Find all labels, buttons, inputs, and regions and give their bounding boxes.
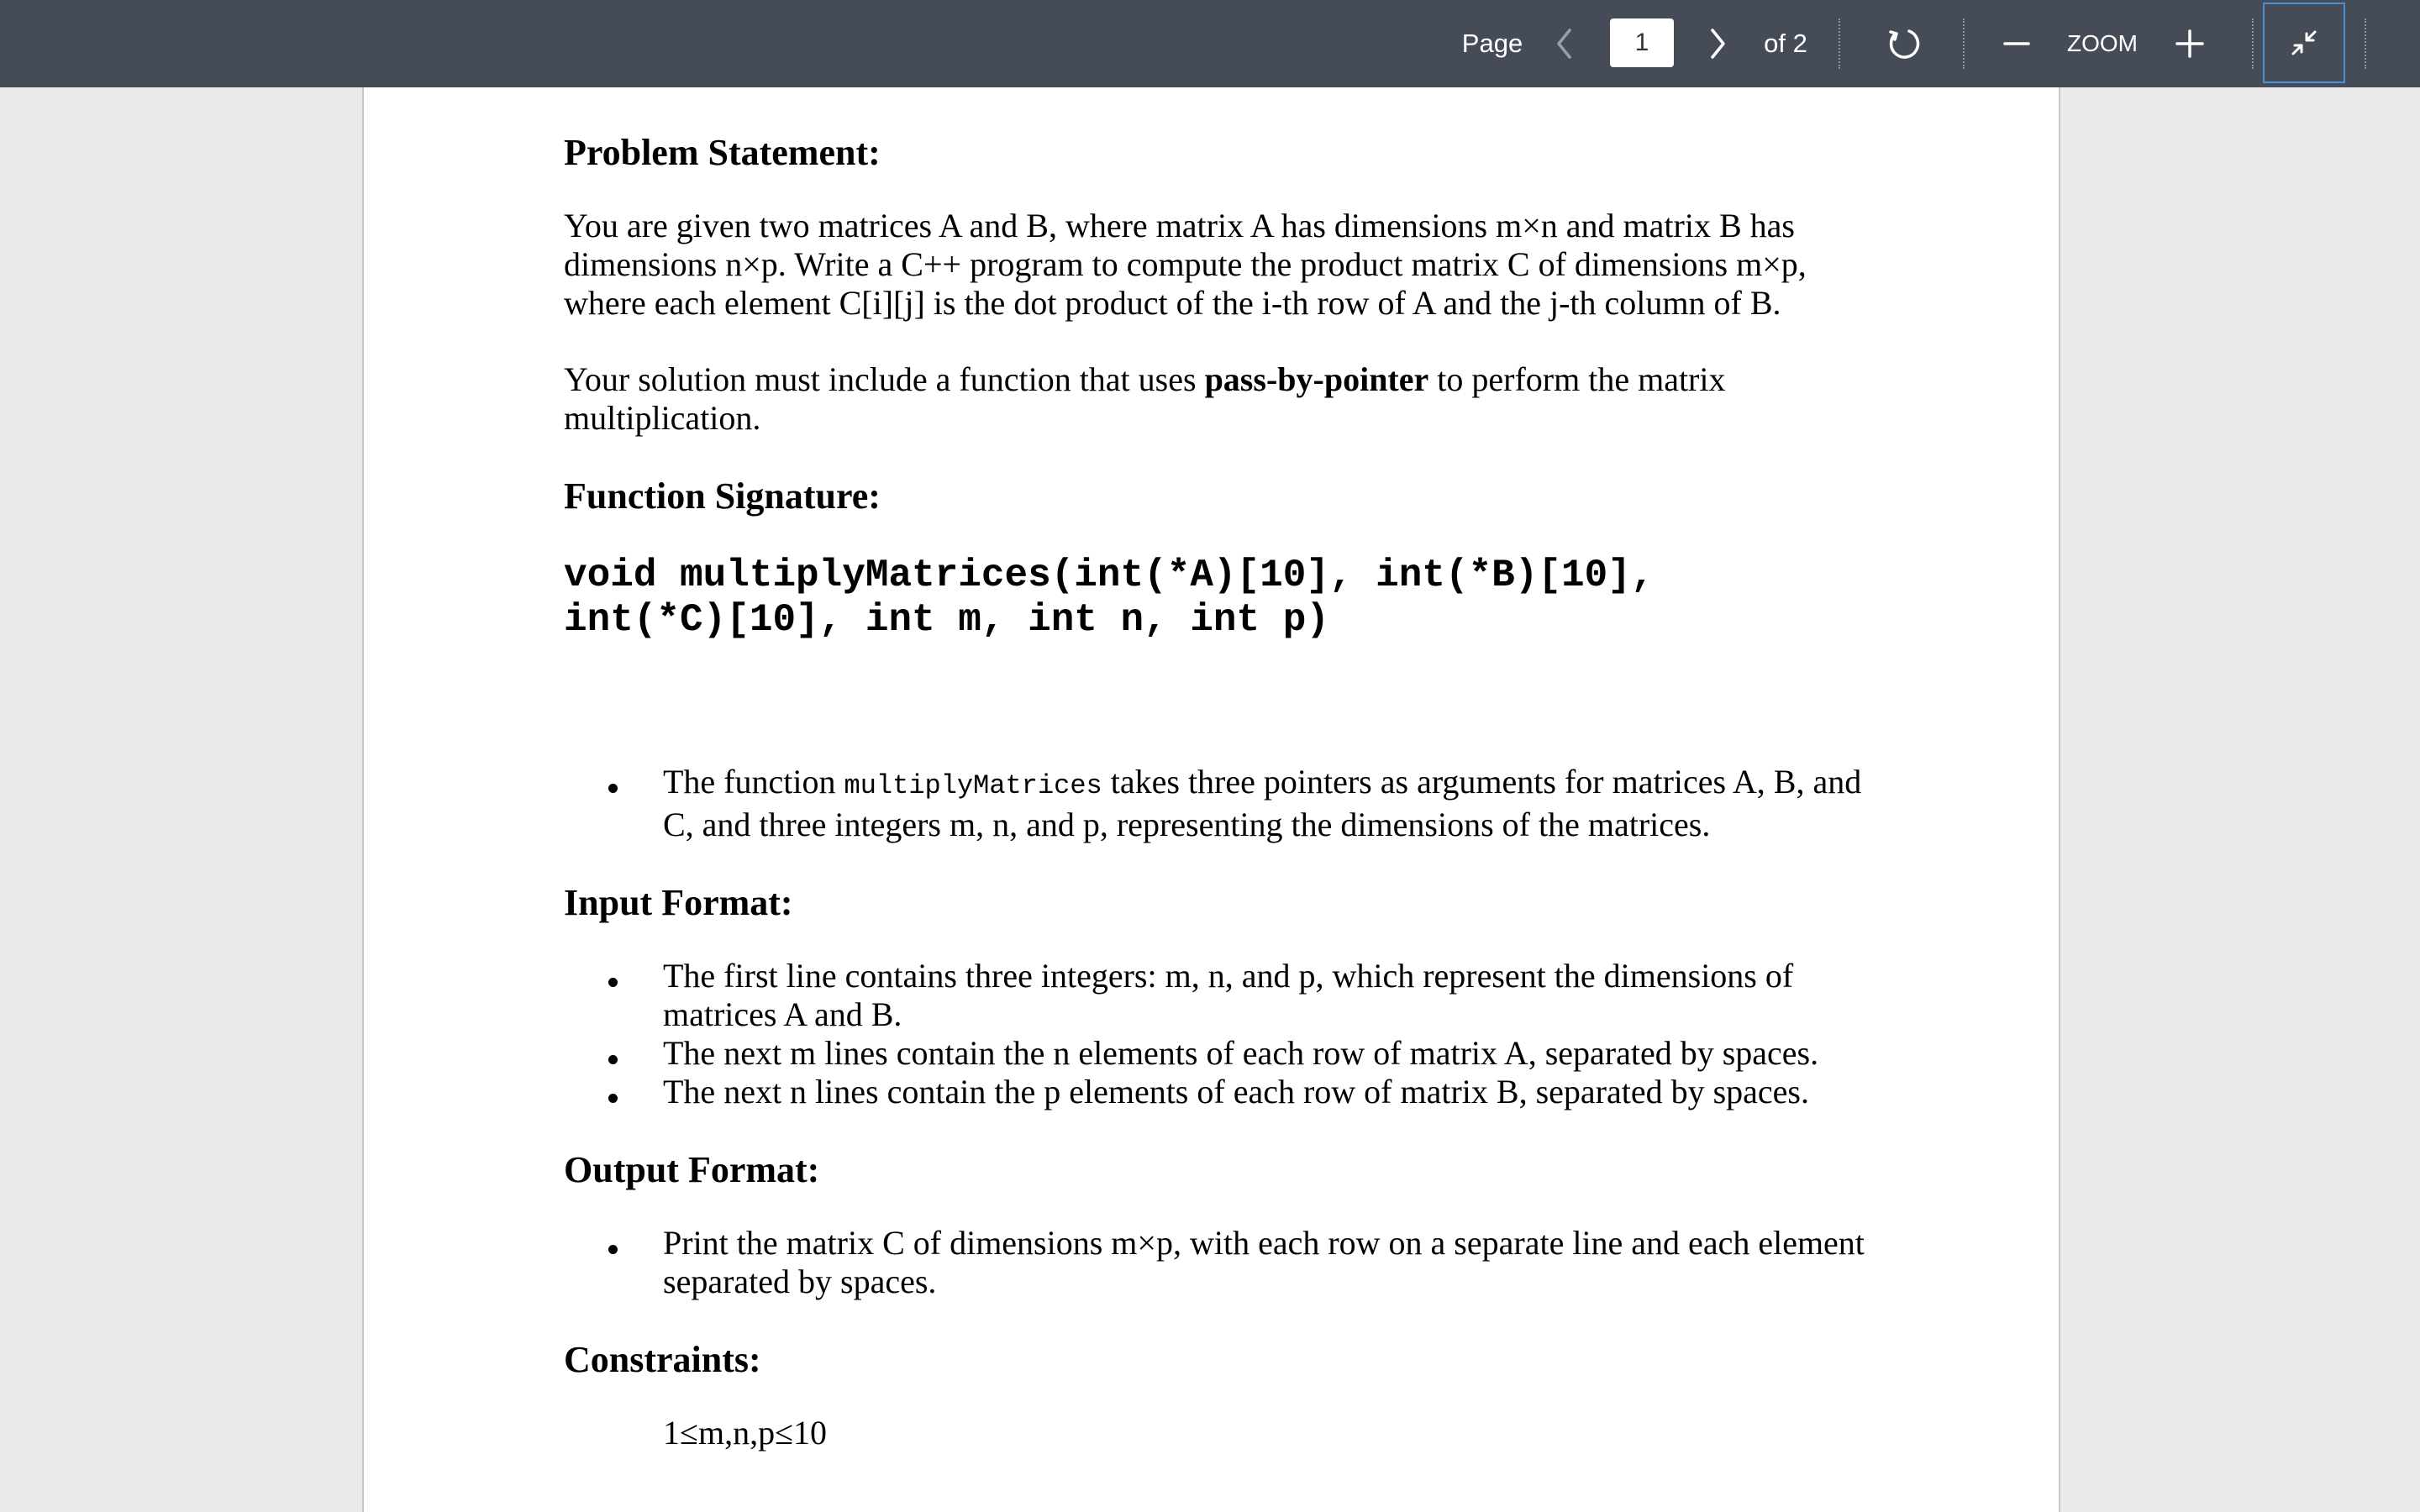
toolbar-divider bbox=[2252, 18, 2254, 69]
previous-page-button[interactable] bbox=[1544, 0, 1585, 87]
total-pages-label: of 2 bbox=[1764, 29, 1807, 58]
pass-by-pointer-requirement bbox=[564, 360, 1875, 438]
code-line: int(*C)[10], int m, int n, int p) bbox=[564, 598, 1329, 642]
list-item: The first line contains three integers: m, n, and p, which represent the dimensions of matrices A and B. bbox=[564, 957, 1875, 1034]
list-item: Print the matrix C of dimensions m×p, with each row on a separate line and each element separated by spaces. bbox=[564, 1224, 1875, 1301]
note-text-end: takes three pointers as arguments for matrices A, B, and C, and three integers m, n, and p, representing the dimensions of the matrices. bbox=[663, 763, 1862, 843]
requirement-bold-text: pass-by-pointer bbox=[1204, 360, 1429, 398]
function-signature-heading: Function Signature: bbox=[564, 475, 881, 517]
page-number-input[interactable] bbox=[1610, 18, 1674, 67]
requirement-text-end: to perform the matrix multiplication. bbox=[564, 360, 1726, 437]
zoom-in-button[interactable] bbox=[2170, 0, 2210, 87]
list-item: The next n lines contain the p elements of each row of matrix B, separated by spaces. bbox=[564, 1073, 1875, 1111]
plus-icon bbox=[2175, 29, 2204, 58]
constraints-text: 1≤m,n,p≤10 bbox=[663, 1414, 828, 1452]
pdf-toolbar bbox=[0, 0, 2420, 87]
exit-fullscreen-button[interactable] bbox=[2263, 3, 2345, 83]
output-format-heading: Output Format: bbox=[564, 1149, 820, 1190]
chevron-right-icon bbox=[1707, 27, 1728, 60]
collapse-icon bbox=[2287, 26, 2321, 60]
page-label: Page bbox=[1461, 29, 1523, 58]
inline-code: multiplyMatrices bbox=[844, 770, 1102, 801]
problem-statement-heading: Problem Statement: bbox=[564, 132, 881, 173]
toolbar-divider bbox=[2365, 18, 2366, 69]
function-signature-code bbox=[564, 554, 1875, 643]
code-line: void multiplyMatrices(int(*A)[10], int(*B)[10], bbox=[564, 554, 1655, 597]
toolbar-divider bbox=[1839, 18, 1840, 69]
list-item: The next m lines contain the n elements of each row of matrix A, separated by spaces. bbox=[564, 1034, 1875, 1073]
toolbar-divider bbox=[1963, 18, 1965, 69]
rotate-icon bbox=[1886, 25, 1923, 62]
zoom-label: ZOOM bbox=[2067, 30, 2138, 56]
document-content bbox=[564, 128, 1875, 1452]
note-text: The function bbox=[663, 763, 844, 801]
output-format-list bbox=[564, 1224, 1875, 1301]
problem-description: You are given two matrices A and B, where matrix A has dimensions m×n and matrix B has dimensions n×p. Write a C++ program to compute the product matrix C of dimensions m×p, where each element C[i][j] is the dot product of the i-th row of A and the j-th column of B. bbox=[564, 207, 1807, 322]
next-page-button[interactable] bbox=[1697, 0, 1738, 87]
rotate-button[interactable] bbox=[1881, 0, 1928, 87]
input-format-heading: Input Format: bbox=[564, 882, 793, 923]
document-page bbox=[362, 87, 2060, 1512]
list-item bbox=[564, 763, 1875, 844]
signature-notes bbox=[564, 763, 1875, 844]
requirement-text: Your solution must include a function that uses bbox=[564, 360, 1205, 398]
chevron-left-icon bbox=[1555, 27, 1575, 60]
constraints-heading: Constraints: bbox=[564, 1339, 761, 1380]
minus-icon bbox=[2003, 30, 2030, 57]
input-format-list bbox=[564, 957, 1875, 1111]
zoom-out-button[interactable] bbox=[1996, 0, 2037, 87]
